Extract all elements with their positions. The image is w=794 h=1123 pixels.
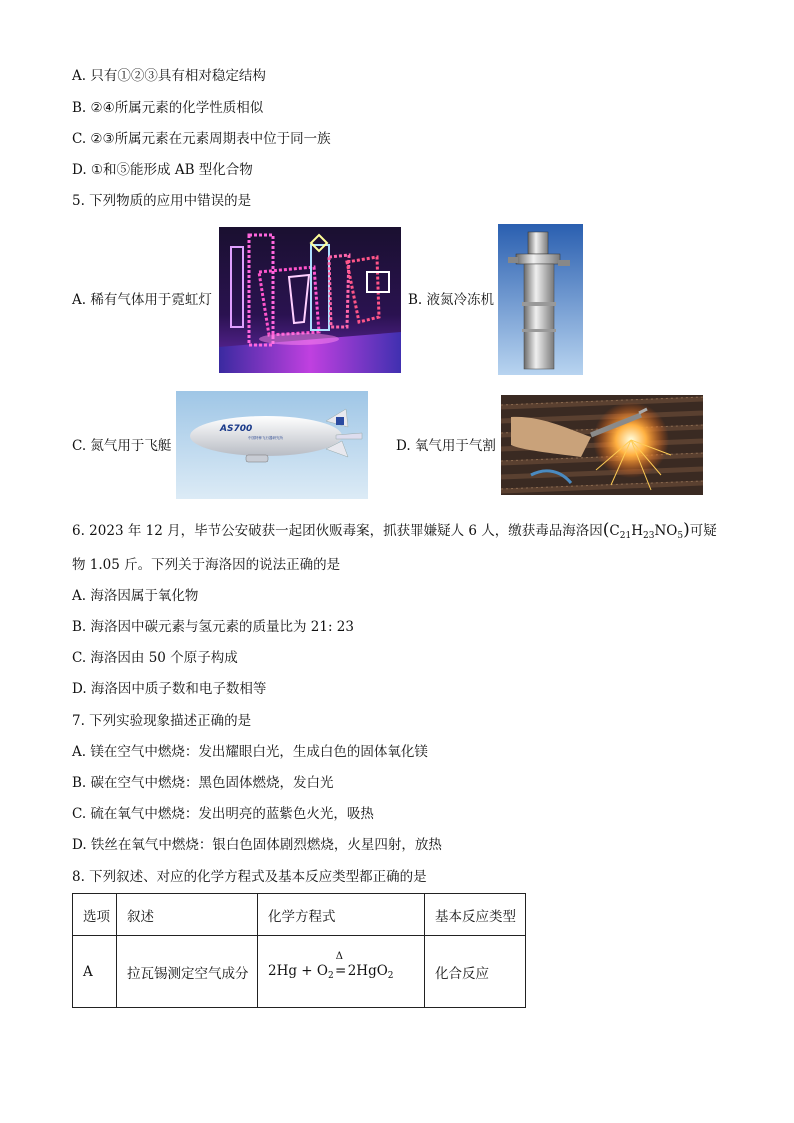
table-row xyxy=(73,936,526,1008)
q8-stem: 8. 下列叙述、对应的化学方程式及基本反应类型都正确的是 xyxy=(72,869,427,885)
q4-option-c: C. ②③所属元素在元素周期表中位于同一族 xyxy=(72,131,331,147)
q4-option-b: B. ②④所属元素的化学性质相似 xyxy=(72,100,264,116)
q5-option-d: D. 氧气用于气割 xyxy=(396,438,496,454)
airship-small-text: 中国特种飞行器研究所 xyxy=(248,436,283,440)
formula-open-paren: ( xyxy=(602,520,610,540)
table-header-cell: 基本反应类型 xyxy=(425,894,526,936)
table-header-cell: 叙述 xyxy=(117,894,258,936)
gas-cutting-image xyxy=(501,395,703,495)
table-header-row xyxy=(73,894,526,936)
heroin-formula: $C_{21}H_{23}NO_5$ xyxy=(609,523,684,541)
q6-stem-part2: 可疑 xyxy=(689,523,717,539)
q7-option-b: B. 碳在空气中燃烧：黑色固体燃烧，发白光 xyxy=(72,775,334,791)
q5-option-a: A. 稀有气体用于霓虹灯 xyxy=(72,292,212,308)
airship-image xyxy=(176,391,368,499)
q6-option-d: D. 海洛因中质子数和电子数相等 xyxy=(72,681,267,697)
formula-close-paren: ) xyxy=(683,520,690,540)
q7-option-d: D. 铁丝在氧气中燃烧：银白色固体剧烈燃烧，火星四射，放热 xyxy=(72,837,442,853)
q4-option-a: A. 只有①②③具有相对稳定结构 xyxy=(72,68,266,84)
q6-stem-line2: 物 1.05 斤。下列关于海洛因的说法正确的是 xyxy=(72,557,341,573)
q7-option-a: A. 镁在空气中燃烧：发出耀眼白光，生成白色的固体氧化镁 xyxy=(72,744,428,760)
q5-option-c: C. 氮气用于飞艇 xyxy=(72,438,172,454)
table-cell-type: 化合反应 xyxy=(425,936,526,1008)
table-cell-desc: 拉瓦锡测定空气成分 xyxy=(117,936,258,1008)
table-cell-option: A xyxy=(73,936,117,1008)
q6-option-c: C. 海洛因由 50 个原子构成 xyxy=(72,650,238,666)
table-header-cell: 化学方程式 xyxy=(258,894,425,936)
q6-stem-line1 xyxy=(72,520,717,546)
q5-option-b: B. 液氮冷冻机 xyxy=(408,292,495,308)
q8-table xyxy=(72,893,526,1008)
q7-option-c: C. 硫在氧气中燃烧：发出明亮的蓝紫色火光，吸热 xyxy=(72,806,374,822)
q6-stem-part1: 6. 2023 年 12 月，毕节公安破获一起团伙贩毒案，抓获罪嫌疑人 6 人，缴获毒品海洛因 xyxy=(72,523,603,539)
q7-stem: 7. 下列实验现象描述正确的是 xyxy=(72,713,252,729)
q4-option-d: D. ①和⑤能形成 AB 型化合物 xyxy=(72,162,253,178)
q6-option-b: B. 海洛因中碳元素与氢元素的质量比为 21: 23 xyxy=(72,619,354,635)
q5-stem: 5. 下列物质的应用中错误的是 xyxy=(72,193,252,209)
neon-lights-image xyxy=(219,227,401,373)
airship-label: AS700 xyxy=(220,424,253,434)
liquid-nitrogen-machine-image xyxy=(498,224,583,375)
table-cell-equation: $2Hg + O_2$ Δ =2HgO$_2$ xyxy=(258,936,425,1008)
delta-symbol: Δ xyxy=(335,950,343,962)
q6-option-a: A. 海洛因属于氧化物 xyxy=(72,588,199,604)
table-header-cell: 选项 xyxy=(73,894,117,936)
